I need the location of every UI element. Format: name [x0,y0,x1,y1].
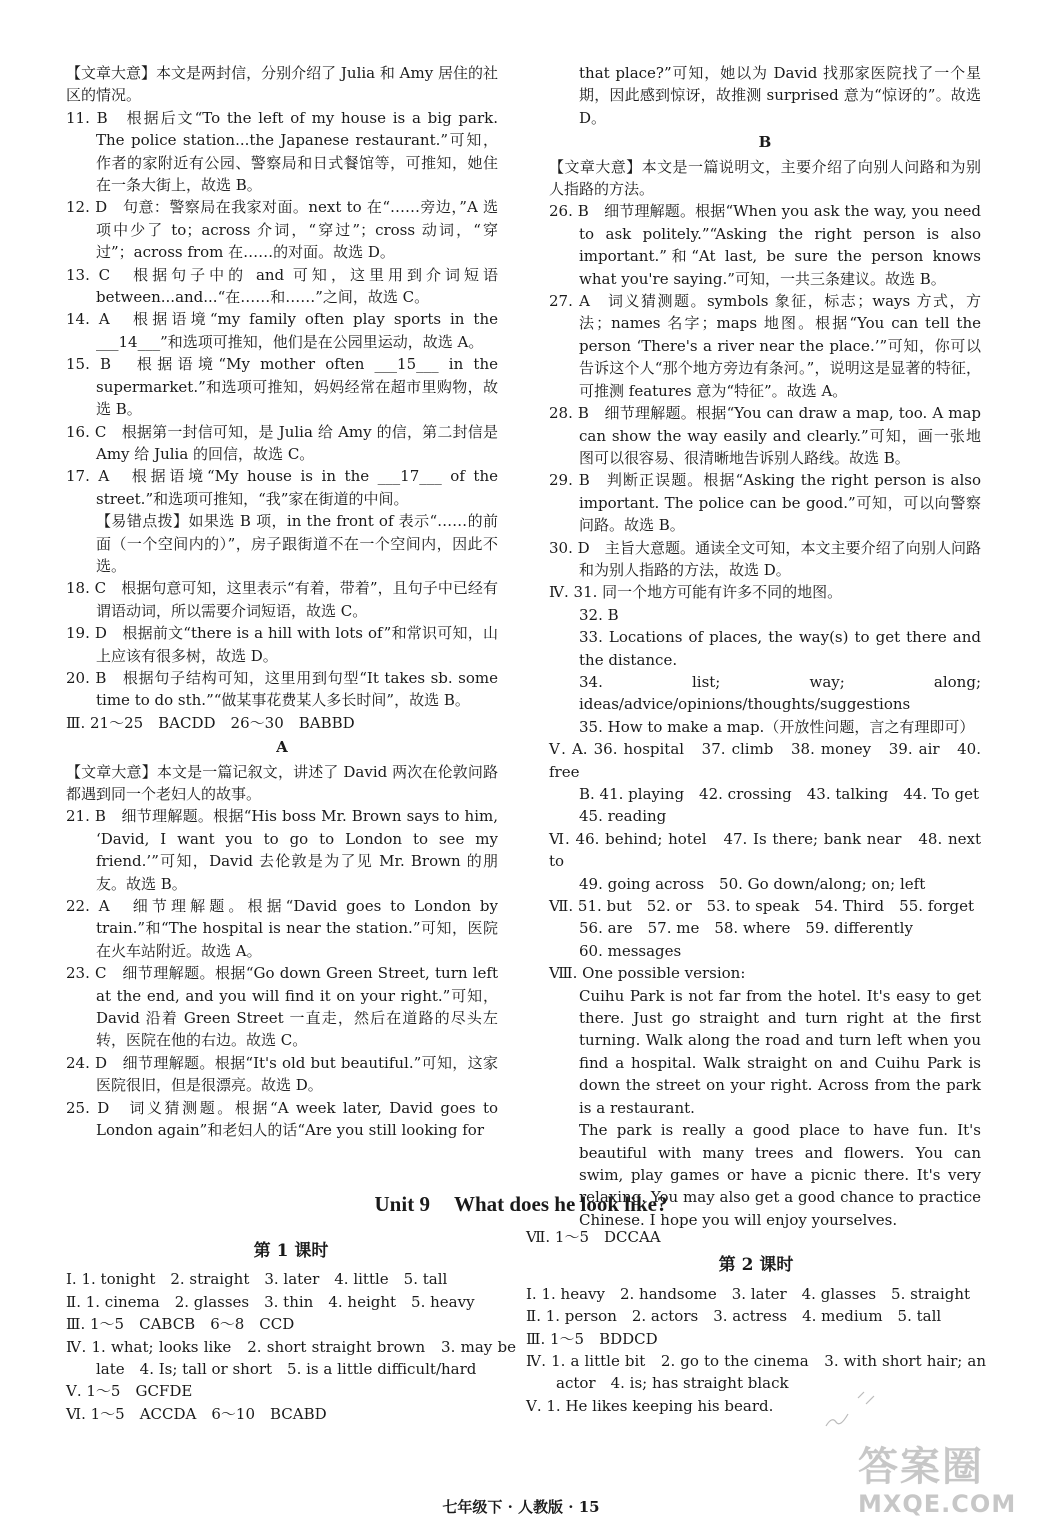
answer-paragraph-right-7: 29. B 判断正误题。根据“Asking the right person is also important. The police can be good.”可知，可以向警察问路。故选 B。 [549,471,981,535]
unit-title [0,1192,1042,1217]
answer-paragraph-right-14: Ⅴ. A. 36. hospital 37. climb 38. money 39. air 40. free [549,740,981,781]
answer-paragraph-right-1: that place?”可知，她以为 David 找那家医院找了一个星期，因此感到惊讶，故推测 surprised 意为“惊讶的”。故选 D。 [579,64,981,127]
answer-paragraph-right-22: Ⅷ. One possible version: [549,964,746,983]
answer-paragraph-left-15: 【文章大意】本文是一篇记叙文，讲述了 David 两次在伦敦问路都遇到同一个老妇人的故事。 [66,762,498,803]
site-watermark [858,1444,1028,1526]
lesson-1-line-1: Ⅰ. 1. tonight 2. straight 3. later 4. little 5. tall [66,1270,448,1289]
lesson-1-line-2: Ⅱ. 1. cinema 2. glasses 3. thin 4. height 5. heavy [66,1292,475,1311]
answer-paragraph-left-5: 14. A 根据语境“my family often play sports in the ___14___”和选项可推知，他们是在公园里运动，故选 A。 [66,310,498,351]
lesson-1-continued: Ⅶ. 1～5 DCCAA [526,1228,661,1246]
page-footer: 七年级下 · 人教版 · 15 [442,1498,600,1516]
answer-paragraph-right-6: 28. B 细节理解题。根据“You can draw a map, too. A map can show the way easily and clearly.”可知，画一张地图可以很容易、很清晰地告诉别人路线。故选 B。 [549,404,981,467]
lesson-2-line-2: Ⅱ. 1. person 2. actors 3. actress 4. medium 5. tall [526,1307,942,1326]
answer-paragraph-left-18: 23. C 细节理解题。根据“Go down Green Street, turn left at the end, and you will find it on your right.”可知，David 沿着 Green Street 一直走，然后在道路的尽头左转，医院在他的右边。故选 C。 [66,964,498,1050]
pencil-scribble [818,1386,888,1436]
answer-paragraph-left-17: 22. A 细节理解题。根据“David goes to London by train.”和“The hospital is near the station.”可知，医院在火车站附近。故选 A。 [66,897,498,960]
lesson-2-answers [526,1226,986,1417]
answer-paragraph-left-20: 25. D 词义猜测题。根据“A week later, David goes to London again”和老妇人的话“Are you still looking for [66,1098,498,1140]
answer-paragraph-left-9: 【易错点拨】如果选 B 项，in the front of 表示“……的前面（一个空间内的）”，房子跟街道不在一个空间内，因此不选。 [96,512,498,575]
unit-name: What does he look like? [453,1192,668,1216]
right-column [549,62,981,1231]
answer-paragraph-right-12: 34. list; way; along; ideas/advice/opinions/thoughts/suggestions [579,672,981,714]
answer-paragraph-left-3: 12. D 句意：警察局在我家对面。next to 在“……旁边，”A 选项中少了 to；across 介词，“穿过”；cross 动词，“穿过”；across from 在……的对面。故选 D。 [66,198,498,262]
lesson-1-heading: 第 1 课时 [253,1241,329,1261]
left-column [66,62,498,1142]
lesson-1-line-4: Ⅳ. 1. what; looks like 2. short straight brown 3. may be late 4. Is; tall or short 5. is a little difficult/hard [66,1337,516,1379]
lesson-2-heading: 第 2 课时 [718,1255,794,1276]
lesson-2-line-5: Ⅴ. 1. He likes keeping his beard. [526,1396,774,1415]
lesson-2-line-3: Ⅲ. 1～5 BDDCD [526,1329,658,1348]
answer-paragraph-left-14: A [276,738,288,757]
answer-paragraph-left-13: Ⅲ. 21～25 BACDD 26～30 BABBD [66,713,355,732]
answer-paragraph-right-13: 35. How to make a map.（开放性问题，言之有理即可） [579,717,975,736]
unit-number: Unit 9 [374,1192,430,1216]
answer-paragraph-right-18: 49. going across 50. Go down/along; on; left [579,874,926,893]
answer-paragraph-right-8: 30. D 主旨大意题。通读全文可知，本文主要介绍了向别人问路和为别人指路的方法，故选 D。 [549,538,981,579]
answer-paragraph-right-4: 26. B 细节理解题。根据“When you ask the way, you need to ask politely.”“Asking the right person is also important.”和“At last, be sure the person knows what you're saying.”可知，一共三条建议。故选 B。 [549,202,981,288]
answer-paragraph-right-17: Ⅵ. 46. behind; hotel 47. Is there; bank near 48. next to [549,829,981,871]
answer-paragraph-right-20: 56. are 57. me 58. where 59. differently [579,919,913,938]
answer-paragraph-left-4: 13. C 根据句子中的 and 可知，这里用到介词短语 between...and...“在……和……”之间，故选 C。 [66,265,498,307]
answer-paragraph-right-21: 60. messages [579,941,682,960]
answer-paragraph-right-3: 【文章大意】本文是一篇说明文，主要介绍了向别人问路和为别人指路的方法。 [549,157,981,199]
answer-paragraph-right-5: 27. A 词义猜测题。symbols 象征，标志；ways 方式，方法；names 名字；maps 地图。根据“You can tell the person ‘There's a river near the place.’”可知，你可以告诉这个人“那个地方旁边有条河。”，说明这是显著的特征，可推测 features 意为“特征”。故选 A。 [549,292,981,400]
answer-paragraph-left-2: 11. B 根据后文“To the left of my house is a big park. The police station...the Japanese restaurant.”可知，作者的家附近有公园、警察局和日式餐馆等，可推知，她住在一条大街上，故选 B。 [66,108,498,195]
lesson-1-answers [66,1234,516,1425]
answer-paragraph-right-16: 45. reading [579,807,667,826]
answer-paragraph-left-10: 18. C 根据句意可知，这里表示“有着，带着”，且句子中已经有谓语动词，所以需要介词短语，故选 C。 [66,579,498,620]
answer-paragraph-left-1: 【文章大意】本文是两封信，分别介绍了 Julia 和 Amy 居住的社区的情况。 [66,64,498,105]
answer-paragraph-right-24: The park is really a good place to have fun. It's beautiful with many trees and flowers. You can swim, play games or have a picnic there. It's very relaxing. You may also get a good chance to practice Chinese. I hope you will enjoy yourselves. [579,1121,981,1229]
answer-paragraph-right-15: B. 41. playing 42. crossing 43. talking 44. To get [579,785,980,803]
lesson-2-line-1: Ⅰ. 1. heavy 2. handsome 3. later 4. glasses 5. straight [526,1284,971,1303]
answer-paragraph-left-7: 16. C 根据第一封信可知，是 Julia 给 Amy 的信，第二封信是 Amy 给 Julia 的回信，故选 C。 [66,422,498,463]
answer-paragraph-left-16: 21. B 细节理解题。根据“His boss Mr. Brown says to him, ‘David, I want you to go to London to see my friend.’”可知，David 去伦敦是为了见 Mr. Brown 的朋友。故选 B。 [66,807,498,893]
lesson-2-lines [526,1283,986,1417]
lesson-1-lines [66,1268,516,1425]
answer-paragraph-right-19: Ⅶ. 51. but 52. or 53. to speak 54. Third 55. forget [549,897,975,916]
answer-paragraph-left-8: 17. A 根据语境“My house is in the ___17___ of the street.”和选项可推知，“我”家在街道的中间。 [66,467,498,508]
lesson-1-line-5: Ⅴ. 1～5 GCFDE [66,1382,193,1401]
answer-paragraph-right-23: Cuihu Park is not far from the hotel. It's easy to get there. Just go straight and turn right at the first turning. Walk along the road and turn left when you find a hospital. Walk straight on and Cuihu Park is down the street on your right. Across from the park is a restaurant. [579,986,981,1117]
answer-paragraph-right-9: Ⅳ. 31. 同一个地方可能有许多不同的地图。 [549,583,843,602]
answer-paragraph-left-6: 15. B 根据语境“My mother often ___15___ in the supermarket.”和选项可推知，妈妈经常在超市里购物，故选 B。 [66,355,498,419]
lesson-1-line-3: Ⅲ. 1～5 CABCB 6～8 CCD [66,1315,295,1334]
watermark-url: MXQE.COM [858,1490,1017,1518]
answer-paragraph-right-10: 32. B [579,605,619,624]
lesson-2-line-4: Ⅳ. 1. a little bit 2. go to the cinema 3. with short hair; an actor 4. is; has straight black [526,1352,986,1393]
watermark-logo: 答案圈 [858,1444,984,1490]
answer-paragraph-left-12: 20. B 根据句子结构可知，这里用到句型“It takes sb. some time to do sth.”“做某事花费某人多长时间”，故选 B。 [66,668,498,710]
answer-paragraph-right-2: B [758,133,772,152]
answer-paragraph-right-11: 33. Locations of places, the way(s) to get there and the distance. [579,628,981,669]
answer-paragraph-left-11: 19. D 根据前文“there is a hill with lots of”和常识可知，山上应该有很多树，故选 D。 [66,624,498,665]
answer-paragraph-left-19: 24. D 细节理解题。根据“It's old but beautiful.”可知，这家医院很旧，但是很漂亮。故选 D。 [66,1053,498,1095]
lesson-1-line-6: Ⅵ. 1～5 ACCDA 6～10 BCABD [66,1404,327,1423]
